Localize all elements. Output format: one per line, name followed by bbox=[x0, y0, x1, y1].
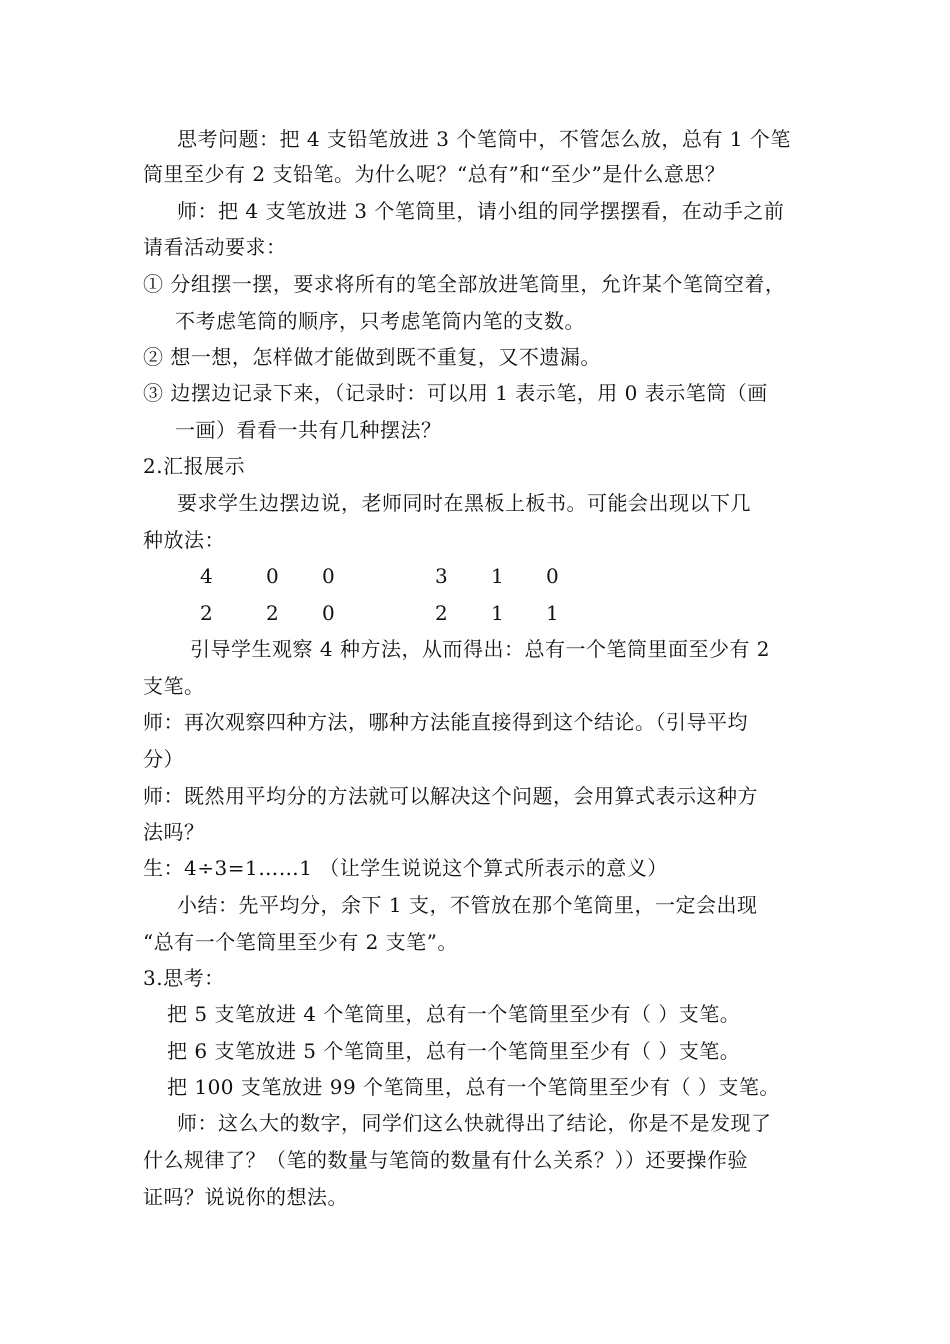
arrangement-2-b: 1 bbox=[491, 564, 504, 588]
arrangement-3-c: 0 bbox=[322, 601, 335, 625]
exercise-2: 把 6 支笔放进 5 个笔筒里，总有一个笔筒里至少有（ ）支笔。 bbox=[167, 1039, 741, 1063]
guide-line1: 引导学生观察 4 种方法，从而得出：总有一个笔筒里面至少有 2 bbox=[190, 637, 771, 661]
teacher-closing-line1: 师：这么大的数字，同学们这么快就得出了结论，你是不是发现了 bbox=[177, 1111, 772, 1135]
requirement-3-line2: 一画）看看一共有几种摆法？ bbox=[175, 418, 442, 442]
section3-heading: 3.思考： bbox=[143, 966, 225, 990]
requirement-1-line2: 不考虑笔筒的顺序，只考虑笔筒内笔的支数。 bbox=[175, 309, 585, 333]
think-question-line1: 思考问题：把 4 支铅笔放进 3 个笔筒中，不管怎么放，总有 1 个笔 bbox=[177, 127, 791, 151]
section2-intro-line2: 种放法： bbox=[143, 528, 225, 552]
think-question-line2: 筒里至少有 2 支铅笔。为什么呢？“总有”和“至少”是什么意思？ bbox=[143, 162, 726, 186]
guide-line2: 支笔。 bbox=[143, 674, 205, 698]
teacher-formula-line1: 师：既然用平均分的方法就可以解决这个问题，会用算式表示这种方 bbox=[143, 784, 758, 808]
teacher-intro-line2: 请看活动要求： bbox=[143, 235, 287, 259]
arrangement-3-b: 2 bbox=[266, 601, 279, 625]
teacher-closing-line3: 证吗？说说你的想法。 bbox=[143, 1185, 348, 1209]
student-answer: 生：4÷3=1……1 （让学生说说这个算式所表示的意义） bbox=[143, 856, 668, 880]
requirement-2-line1: ② 想一想，怎样做才能做到既不重复，又不遗漏。 bbox=[143, 345, 601, 369]
teacher-observe-line1: 师：再次观察四种方法，哪种方法能直接得到这个结论。（引导平均 bbox=[143, 710, 748, 734]
summary-line1: 小结：先平均分，余下 1 支，不管放在那个笔筒里，一定会出现 bbox=[177, 893, 758, 917]
exercise-3: 把 100 支笔放进 99 个笔筒里，总有一个笔筒里至少有（ ）支笔。 bbox=[167, 1075, 780, 1099]
teacher-intro-line1: 师：把 4 支笔放进 3 个笔筒里，请小组的同学摆摆看，在动手之前 bbox=[177, 199, 785, 223]
teacher-observe-line2: 分） bbox=[143, 747, 184, 771]
arrangement-3-a: 2 bbox=[200, 601, 213, 625]
summary-line2: “总有一个笔筒里至少有 2 支笔”。 bbox=[143, 930, 458, 954]
arrangement-4-b: 1 bbox=[491, 601, 504, 625]
section2-heading: 2.汇报展示 bbox=[143, 454, 246, 478]
arrangement-2-a: 3 bbox=[435, 564, 448, 588]
arrangement-4-a: 2 bbox=[435, 601, 448, 625]
requirement-1-line1: ① 分组摆一摆，要求将所有的笔全部放进笔筒里，允许某个笔筒空着， bbox=[143, 272, 786, 296]
teacher-closing-line2: 什么规律了？（笔的数量与笔筒的数量有什么关系？））还要操作验 bbox=[143, 1148, 748, 1172]
section2-intro-line1: 要求学生边摆边说，老师同时在黑板上板书。可能会出现以下几 bbox=[177, 491, 751, 515]
arrangement-1-c: 0 bbox=[322, 564, 335, 588]
arrangement-1-a: 4 bbox=[200, 564, 213, 588]
requirement-3-line1: ③ 边摆边记录下来，（记录时：可以用 1 表示笔，用 0 表示笔筒（画 bbox=[143, 381, 768, 405]
exercise-1: 把 5 支笔放进 4 个笔筒里，总有一个笔筒里至少有（ ）支笔。 bbox=[167, 1002, 741, 1026]
teacher-formula-line2: 法吗？ bbox=[143, 820, 205, 844]
arrangement-4-c: 1 bbox=[546, 601, 559, 625]
arrangement-1-b: 0 bbox=[266, 564, 279, 588]
arrangement-2-c: 0 bbox=[546, 564, 559, 588]
